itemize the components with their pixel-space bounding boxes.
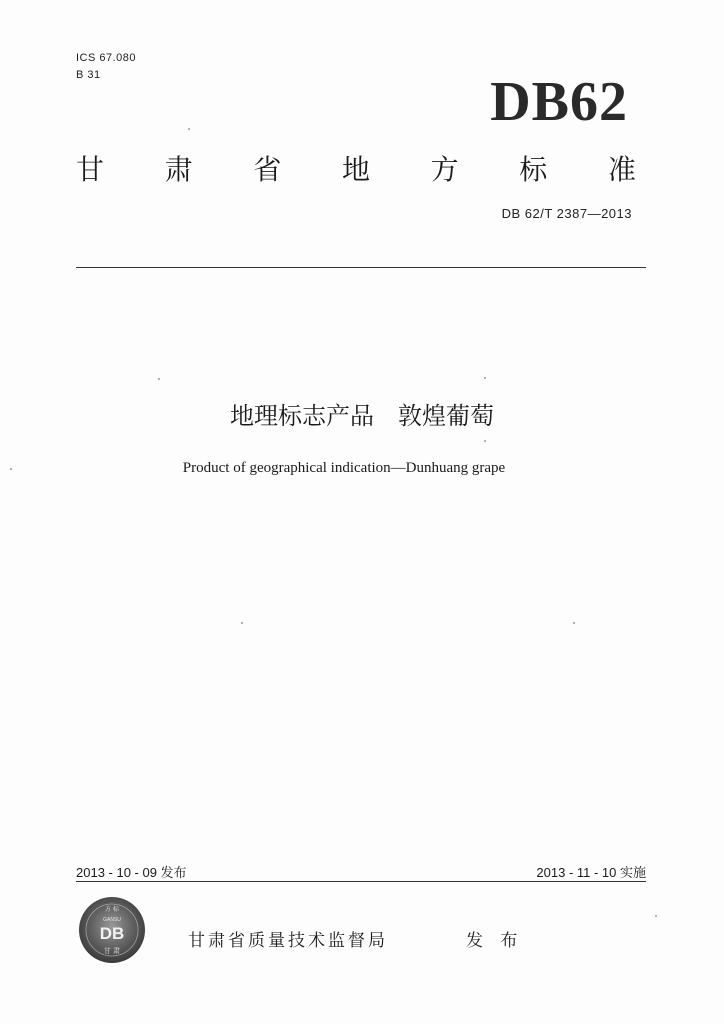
publisher-name: 甘肃省质量技术监督局 [188,931,388,951]
seal-top-text: 方 标 [105,906,119,913]
document-title-english: Product of geographical indication—Dunhuang grape [182,460,506,476]
standard-title-char: 省 [253,153,282,186]
scan-speck [655,915,657,917]
scan-speck [158,378,160,380]
seal-ring-text: GANSU [103,917,121,923]
standard-title-char: 甘 [76,153,105,186]
standard-number: DB 62/T 2387—2013 [501,206,632,221]
scan-speck [484,377,486,379]
scan-speck [484,440,486,442]
standard-title-char: 地 [341,153,370,186]
scan-speck [188,128,190,130]
seal-bottom-text: 甘 肃 [103,947,121,955]
header-divider [76,267,646,268]
implementation-date: 2013 - 11 - 10 实施 [536,865,646,880]
publish-label: 发 布 [466,931,524,951]
ccs-code: B 31 [76,69,101,81]
standard-title-char: 方 [430,153,459,186]
scan-speck [241,622,243,624]
standard-title-char: 准 [607,153,636,186]
standard-title-char: 肃 [164,153,193,186]
anti-counterfeit-seal-icon [78,896,146,964]
ics-code: ICS 67.080 [76,52,137,64]
document-title-chinese: 地理标志产品 敦煌葡萄 [230,402,494,430]
classification-codes [76,50,136,84]
issue-date: 2013 - 10 - 09 发布 [76,865,187,880]
footer-divider [76,881,646,882]
seal-db-text: DB [99,924,125,943]
scan-speck [10,468,12,470]
standard-title-char: 标 [519,153,548,186]
scan-speck [573,622,575,624]
standard-type-title [76,150,636,190]
db62-logo: DB62 [490,71,628,133]
